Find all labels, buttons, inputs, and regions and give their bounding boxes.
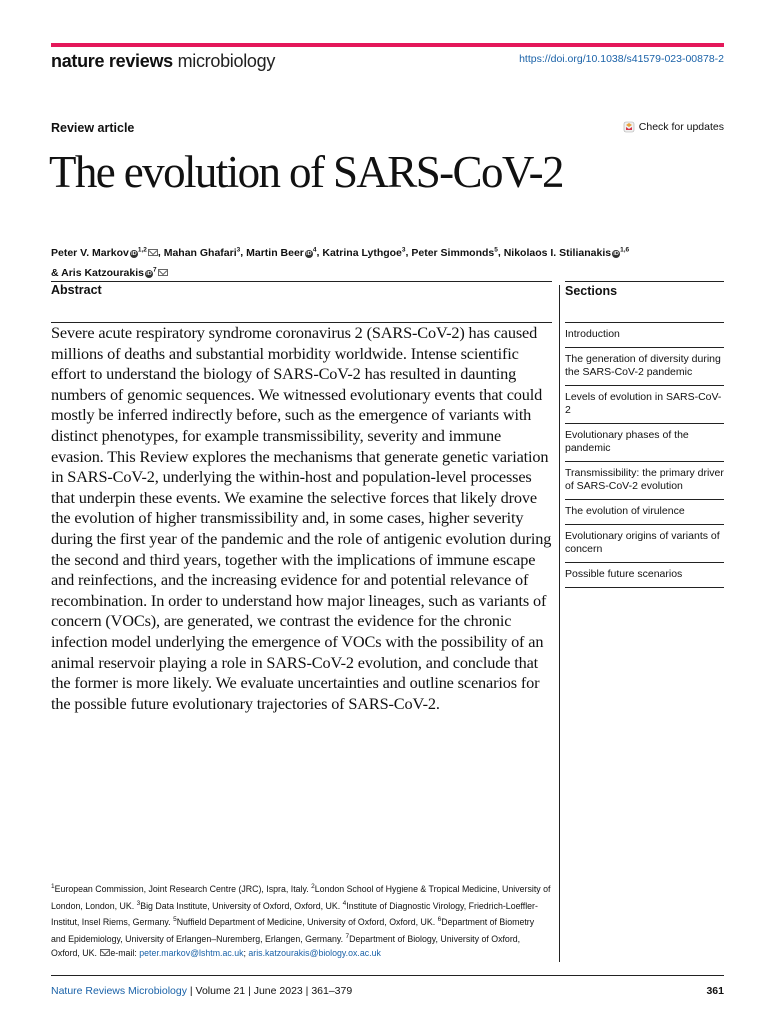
email-icon[interactable]	[148, 249, 158, 256]
sections-heading: Sections	[565, 284, 618, 298]
header-accent-bar	[51, 43, 724, 47]
affiliations	[51, 880, 551, 960]
sections-top-rule	[565, 281, 724, 282]
author-affiliation-number: 7	[152, 266, 157, 274]
email-separator: ;	[243, 947, 249, 958]
author-affiliation-number: 3	[401, 246, 406, 253]
footer-journal-link[interactable]: Nature Reviews Microbiology	[51, 985, 187, 997]
check-updates-icon	[623, 121, 635, 133]
column-divider	[559, 285, 560, 962]
page-number: 361	[706, 985, 724, 997]
author-name-text: Mahan Ghafari	[163, 246, 237, 259]
sections-nav	[565, 322, 724, 588]
author-name-text: Peter Simmonds	[411, 246, 495, 259]
author-name[interactable]	[51, 267, 168, 279]
author-name[interactable]	[246, 247, 316, 259]
affiliation-text: Big Data Institute, University of Oxford, Oxford, UK.	[140, 900, 343, 911]
orcid-icon[interactable]: iD	[613, 250, 619, 257]
affiliation-number: 1	[51, 883, 55, 890]
affiliation-number: 4	[342, 899, 347, 907]
affiliation-number: 5	[173, 916, 177, 924]
journal-logo-bold: nature reviews	[51, 51, 173, 71]
section-link[interactable]: Possible future scenarios	[565, 563, 724, 588]
author-name-text: Nikolaos I. Stilianakis	[503, 246, 612, 259]
author-name[interactable]	[504, 247, 629, 259]
orcid-icon[interactable]: iD	[131, 250, 137, 257]
affiliation-text: European Commission, Joint Research Centre (JRC), Ispra, Italy.	[54, 883, 312, 894]
author-name[interactable]	[164, 247, 241, 259]
doi-link[interactable]: https://doi.org/10.1038/s41579-023-00878-2	[519, 53, 724, 65]
orcid-icon[interactable]: iD	[306, 250, 312, 257]
email-icon[interactable]	[158, 269, 168, 276]
section-link[interactable]: Transmissibility: the primary driver of SARS-CoV-2 evolution	[565, 462, 724, 500]
affiliation-number: 3	[136, 899, 141, 907]
affiliation-number: 6	[437, 916, 442, 924]
email-link-markov[interactable]: peter.markov@lshtm.ac.uk	[139, 947, 244, 958]
author-affiliation-number: 3	[236, 246, 241, 253]
section-link[interactable]: The evolution of virulence	[565, 500, 724, 525]
check-updates-label: Check for updates	[638, 121, 724, 133]
author-affiliation-number: 4	[312, 246, 317, 253]
author-name-text: Martin Beer	[246, 246, 304, 259]
abstract-text: Severe acute respiratory syndrome coronavirus 2 (SARS-CoV-2) has caused millions of deaths and substantial morbidity worldwide. Intense scientific effort to understand the biology of SARS-CoV-2 has resulted in daunting numbers of genomic sequences. We witnessed evolutionary events that could mostly be inferred indirectly before, such as the emergence of variants with distinct phenotypes, for example transmissibility, severity and immune evasion. This Review explores the mechanisms that generate genetic variation in SARS-CoV-2, underlying the within-host and population-level processes that underpin these events. We examine the selective forces that likely drove the evolution of higher transmissibility and, in some cases, higher severity during the first year of the pandemic and the role of antigenic evolution during the second and third years, together with the implications of immune escape and reinfections, and the increasing evidence for and potential relevance of recombination. In order to understand how major lineages, such as variants of concern (VOCs), are generated, we contrast the evidence for the chronic infection model underlying the emergence of VOCs with the possibility of an animal reservoir playing a role in SARS-CoV-2 evolution, and conclude that the former is more likely. We evaluate uncertainties and outline scenarios for the possible future evolutionary trajectories of SARS-CoV-2.	[51, 323, 552, 713]
journal-logo[interactable]	[51, 51, 275, 72]
section-link[interactable]: Evolutionary origins of variants of concern	[565, 525, 724, 563]
author-name[interactable]	[51, 247, 158, 259]
email-link-katzourakis[interactable]: aris.katzourakis@biology.ox.ac.uk	[248, 947, 381, 958]
section-link[interactable]: Evolutionary phases of the pandemic	[565, 424, 724, 462]
affiliation-text: Nuffield Department of Medicine, University of Oxford, Oxford, UK.	[176, 917, 438, 928]
email-label: e-mail:	[110, 947, 140, 958]
article-type: Review article	[51, 121, 135, 135]
article-title: The evolution of SARS-CoV-2	[49, 147, 563, 197]
author-name[interactable]	[411, 247, 497, 259]
journal-logo-light: microbiology	[172, 51, 276, 71]
affiliation-number: 7	[345, 932, 350, 940]
affiliation-text: Department of Biometry and Epidemiology, University of Erlangen–Nuremberg, Erlangen, Germany.	[51, 917, 535, 944]
footer-rule	[51, 975, 724, 976]
affiliation-text: London School of Hygiene & Tropical Medicine, University of London, London, UK.	[51, 883, 551, 911]
affiliation-text: Institute of Diagnostic Virology, Friedrich-Loeffler-Institut, Insel Riems, Germany.	[51, 900, 538, 928]
author-name-text: Katrina Lythgoe	[322, 246, 402, 259]
orcid-icon[interactable]: iD	[146, 271, 152, 277]
footer-details: | Volume 21 | June 2023 | 361–379	[186, 985, 353, 997]
abstract-top-rule	[51, 281, 552, 282]
author-affiliation-number: 5	[494, 246, 498, 253]
affiliation-text: Department of Biology, University of Oxford, Oxford, UK.	[51, 933, 521, 958]
check-for-updates-button[interactable]	[623, 121, 724, 133]
author-affiliation-number: 1,2	[137, 246, 147, 253]
affiliation-number: 2	[311, 883, 315, 890]
abstract-heading: Abstract	[51, 283, 102, 297]
footer-citation	[51, 985, 352, 997]
email-icon	[100, 949, 110, 956]
author-name[interactable]	[322, 247, 405, 259]
section-link[interactable]: Introduction	[565, 323, 724, 348]
section-link[interactable]: The generation of diversity during the SARS-CoV-2 pandemic	[565, 348, 724, 386]
author-affiliation-number: 1,6	[620, 246, 630, 253]
author-name-text: Peter V. Markov	[51, 246, 129, 259]
author-list: Peter V. Markov iD$^{1,2}$ , Mahan Ghafari$^3$, Martin Beer $iD^4$, Katrina Lythgoe$^3$, Peter Simmonds$^5$, Nikolaos I. Stilianakis iD$^{1,6}$ & Aris Katzourakis $iD^7$	[51, 246, 630, 279]
author-name-text: & Aris Katzourakis	[51, 267, 144, 279]
section-link[interactable]: Levels of evolution in SARS-CoV-2	[565, 386, 724, 424]
